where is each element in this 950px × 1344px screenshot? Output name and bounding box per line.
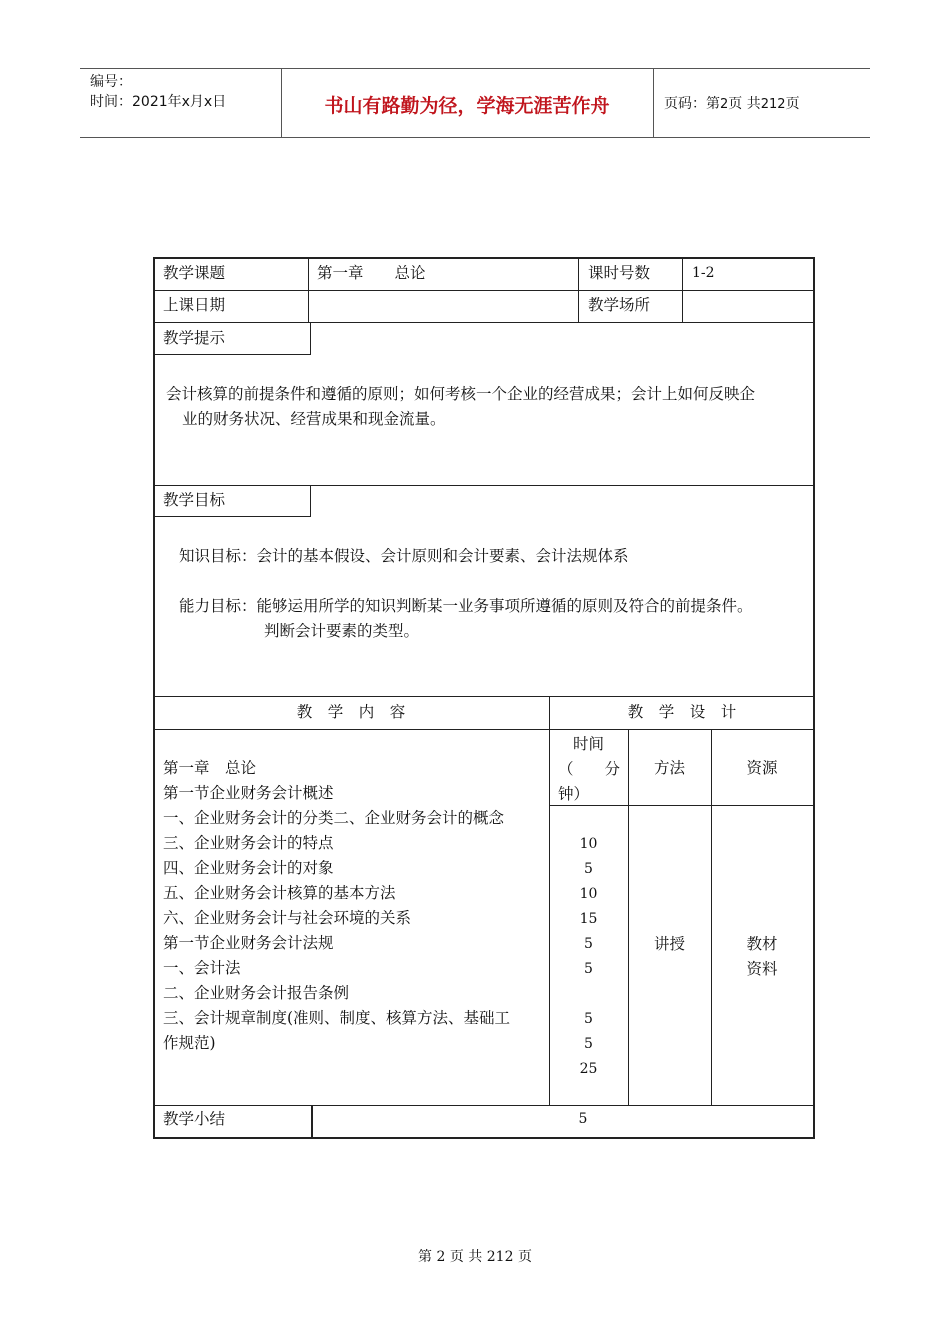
content-line: 第一章 总论 xyxy=(163,759,257,777)
resource-value-line1: 教材 xyxy=(746,935,778,953)
content-line: 二、企业财务会计报告条例 xyxy=(163,984,350,1002)
header-page-number: 2 xyxy=(720,97,729,112)
page-header xyxy=(80,68,870,138)
hours-value: 1-2 xyxy=(692,265,715,281)
col-divider xyxy=(711,729,712,1105)
goal-knowledge: 知识目标：会计的基本假设、会计原则和会计要素、会计法规体系 xyxy=(179,547,629,565)
header-meta xyxy=(90,72,226,112)
table-border xyxy=(813,257,815,1139)
hours-label: 课时号数 xyxy=(588,264,651,282)
label-box-border xyxy=(310,485,311,516)
footer-page-number: 2 xyxy=(436,1249,446,1265)
content-line: 三、企业财务会计的特点 xyxy=(163,834,334,852)
header-page-indicator xyxy=(664,93,800,113)
label-box-border xyxy=(153,354,311,355)
time-value: 5 xyxy=(584,861,593,877)
row-divider xyxy=(153,729,815,730)
resource-value-line2: 资料 xyxy=(746,960,778,978)
col-divider xyxy=(682,257,683,322)
resource-header: 资源 xyxy=(746,759,778,777)
header-page-mid: 页 共 xyxy=(728,96,761,112)
table-border xyxy=(153,257,155,1139)
time-value: 25 xyxy=(579,1061,598,1077)
tips-text-line1: 会计核算的前提条件和遵循的原则；如何考核一个企业的经营成果；会计上如何反映企 xyxy=(166,385,756,403)
time-header-line3: 钟） xyxy=(558,785,590,803)
tips-text-line2: 业的财务状况、经营成果和现金流量。 xyxy=(182,410,446,428)
row-divider xyxy=(153,290,815,291)
goals-label: 教学目标 xyxy=(163,491,226,509)
place-label: 教学场所 xyxy=(588,296,651,314)
goal-ability-line2: 判断会计要素的类型。 xyxy=(264,622,420,640)
label-box-border xyxy=(310,322,311,354)
time-value: 5 xyxy=(584,1036,593,1052)
header-page-suffix: 页 xyxy=(785,96,800,112)
header-motto: 书山有路勤为径，学海无涯苦作舟 xyxy=(324,95,610,117)
document-number-label: 编号： xyxy=(90,74,132,90)
time-value: 5 xyxy=(584,961,593,977)
footer-page-mid: 页 共 xyxy=(449,1249,483,1265)
content-line: 第一节企业财务会计法规 xyxy=(163,934,334,952)
col-divider xyxy=(628,729,629,1105)
document-date: 时间：2021年x月x日 xyxy=(90,94,227,110)
label-box-border xyxy=(153,516,311,517)
goal-ability-line1: 能力目标：能够运用所学的知识判断某一业务事项所遵循的原则及符合的前提条件。 xyxy=(179,597,753,615)
footer-page-prefix: 第 xyxy=(418,1249,433,1265)
time-header-line2: （ 分 xyxy=(558,760,621,778)
content-line: 第一节企业财务会计概述 xyxy=(163,784,334,802)
time-value: 5 xyxy=(584,1011,593,1027)
summary-value: 5 xyxy=(578,1111,588,1127)
summary-label: 教学小结 xyxy=(163,1110,226,1128)
date-label: 上课日期 xyxy=(163,296,226,314)
content-line: 五、企业财务会计核算的基本方法 xyxy=(163,884,396,902)
method-header: 方法 xyxy=(653,759,685,777)
footer-page-total: 212 xyxy=(486,1249,514,1265)
content-line: 一、会计法 xyxy=(163,959,241,977)
footer-page-suffix: 页 xyxy=(517,1249,532,1265)
row-divider xyxy=(153,485,815,486)
col-divider xyxy=(578,257,579,322)
header-page-prefix: 页码：第 xyxy=(664,96,720,112)
header-divider xyxy=(653,69,654,137)
content-line: 三、会计规章制度(准则、制度、核算方法、基础工 xyxy=(163,1009,511,1027)
tips-label: 教学提示 xyxy=(163,329,226,347)
course-label: 教学课题 xyxy=(163,264,226,282)
row-divider xyxy=(153,696,815,697)
page-footer xyxy=(0,1246,950,1266)
content-line: 四、企业财务会计的对象 xyxy=(163,859,334,877)
time-value: 10 xyxy=(579,836,598,852)
table-border xyxy=(153,257,815,259)
time-value: 15 xyxy=(579,911,598,927)
content-line: 一、企业财务会计的分类二、企业财务会计的概念 xyxy=(163,809,505,827)
lesson-plan-table xyxy=(153,257,816,1139)
content-line: 作规范) xyxy=(163,1034,216,1052)
content-header: 教 学 内 容 xyxy=(296,703,406,721)
course-value: 第一章 总论 xyxy=(317,264,426,282)
time-value: 10 xyxy=(579,886,598,902)
col-divider xyxy=(308,257,309,322)
time-header-line1: 时间 xyxy=(572,735,604,753)
row-divider xyxy=(153,322,815,323)
time-value: 5 xyxy=(584,936,593,952)
method-value: 讲授 xyxy=(653,935,685,953)
header-page-total: 212 xyxy=(760,97,786,112)
row-divider xyxy=(153,1105,815,1106)
design-header: 教 学 设 计 xyxy=(627,703,737,721)
table-border xyxy=(153,1137,815,1139)
content-line: 六、企业财务会计与社会环境的关系 xyxy=(163,909,412,927)
